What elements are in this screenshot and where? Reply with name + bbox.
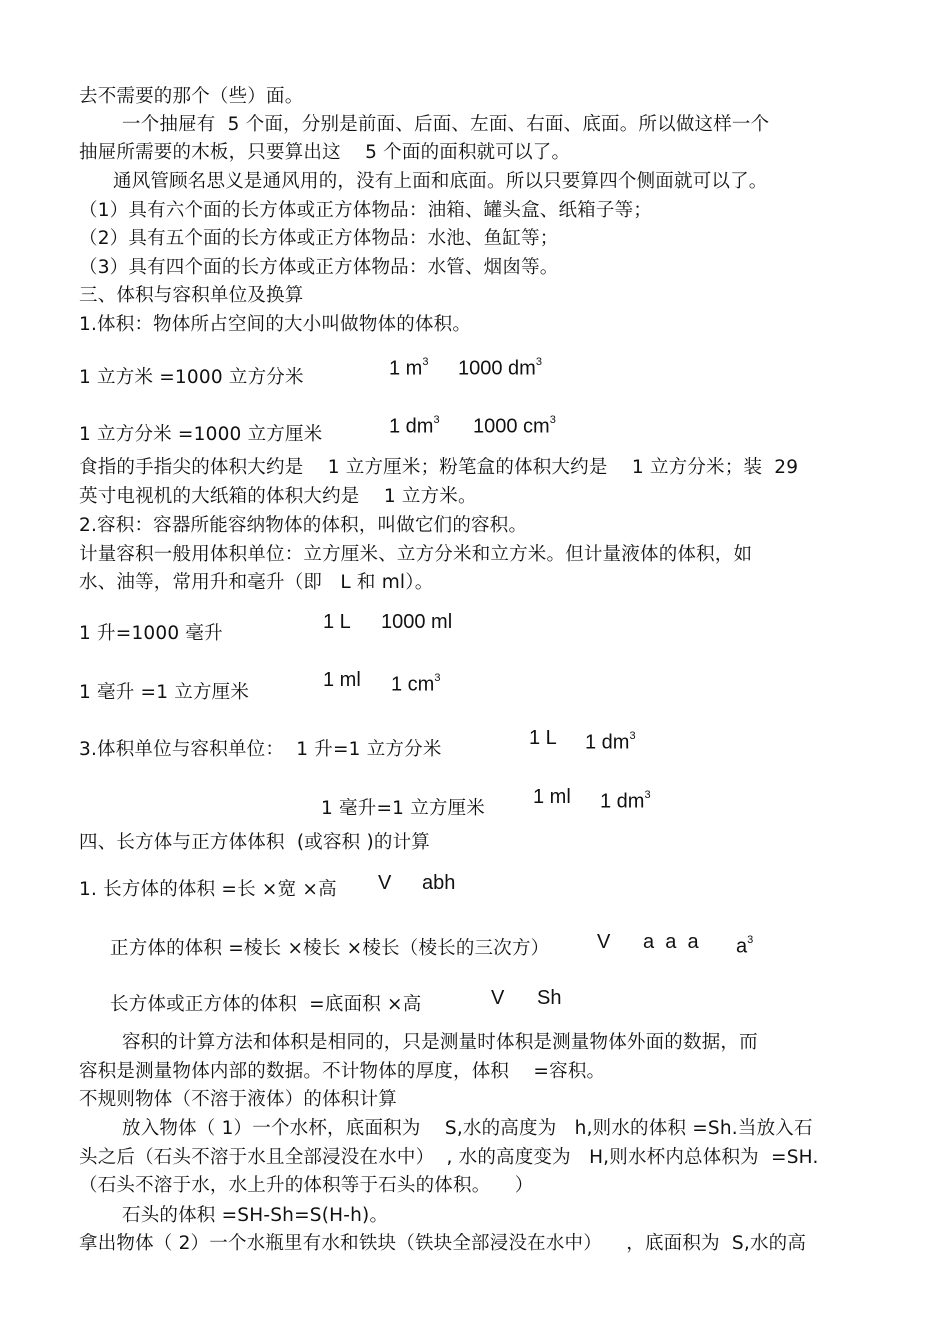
exponent: 3 bbox=[644, 789, 651, 801]
exponent: 3 bbox=[549, 414, 556, 426]
formula bbox=[643, 930, 699, 954]
list-item: （1）具有六个面的长方体或正方体物品：油箱、罐头盒、纸箱子等； bbox=[79, 200, 652, 221]
formula-term: 1 L bbox=[323, 611, 351, 633]
formula-term: 1 L bbox=[529, 727, 557, 749]
exponent: 3 bbox=[629, 730, 636, 742]
text-line: 头之后（石头不溶于水且全部浸没在水中） , 水的高度变为 H,则水杯内总体积为 =SH. bbox=[79, 1147, 819, 1168]
formula bbox=[323, 610, 351, 634]
formula bbox=[533, 785, 571, 809]
formula-term: Sh bbox=[537, 987, 562, 1009]
text-line: 容积是测量物体内部的数据。不计物体的厚度，体积 =容积。 bbox=[79, 1061, 606, 1082]
text-line: 去不需要的那个（些）面。 bbox=[79, 86, 304, 107]
formula bbox=[458, 352, 542, 381]
formula-term: 1 cm bbox=[391, 673, 435, 696]
text-line: 通风管顾名思义是通风用的，没有上面和底面。所以只要算四个侧面就可以了。 bbox=[113, 171, 768, 192]
formula-term: abh bbox=[422, 872, 456, 894]
formula-term: 1 dm bbox=[585, 731, 630, 754]
section-heading: 三、体积与容积单位及换算 bbox=[79, 285, 304, 306]
formula-term: a bbox=[736, 935, 748, 958]
conversion-text: 1 立方分米 =1000 立方厘米 bbox=[79, 424, 323, 445]
text-line: 容积的计算方法和体积是相同的，只是测量时体积是测量物体外面的数据，而 bbox=[122, 1032, 758, 1053]
section-heading: 四、长方体与正方体体积 (或容积 )的计算 bbox=[79, 832, 430, 853]
formula bbox=[597, 930, 610, 954]
text-line: 抽屉所需要的木板，只要算出这 5 个面的面积就可以了。 bbox=[79, 142, 571, 163]
exponent: 3 bbox=[434, 672, 441, 684]
text-line: 放入物体（ 1）一个水杯，底面积为 S,水的高度为 h,则水的体积 =Sh.当放入石 bbox=[122, 1118, 813, 1139]
conversion-text: 1 毫升=1 立方厘米 bbox=[321, 798, 486, 819]
formula-term: 1 dm bbox=[600, 790, 645, 813]
formula-term: 1 m bbox=[389, 357, 423, 380]
formula-term: V bbox=[491, 987, 505, 1009]
formula-term: V bbox=[378, 872, 392, 894]
conversion-text: 1 升=1000 毫升 bbox=[79, 623, 223, 644]
text-line: 食指的手指尖的体积大约是 1 立方厘米；粉笔盒的体积大约是 1 立方分米；装 29 bbox=[79, 457, 799, 478]
formula bbox=[491, 986, 504, 1010]
formula-term: 1000 ml bbox=[381, 611, 453, 633]
formula bbox=[381, 610, 452, 634]
exponent: 3 bbox=[747, 934, 754, 946]
formula-term: V bbox=[597, 931, 611, 953]
text-line: 英寸电视机的大纸箱的体积大约是 1 立方米。 bbox=[79, 486, 477, 507]
formula-text: 1. 长方体的体积 =长 ×宽 ×高 bbox=[79, 879, 337, 900]
text-line: 拿出物体（ 2）一个水瓶里有水和铁块（铁块全部浸没在水中） ，底面积为 S,水的高 bbox=[79, 1233, 807, 1254]
formula-term: 1 ml bbox=[533, 786, 571, 808]
exponent: 3 bbox=[422, 356, 429, 368]
formula bbox=[391, 668, 440, 697]
conversion-text: 3.体积单位与容积单位： 1 升=1 立方分米 bbox=[79, 739, 442, 760]
formula bbox=[600, 785, 651, 814]
text-line: （石头不溶于水，水上升的体积等于石头的体积。 ） bbox=[79, 1175, 534, 1196]
text-line: 2.容积：容器所能容纳物体的体积，叫做它们的容积。 bbox=[79, 515, 528, 536]
formula-term: 1000 dm bbox=[458, 357, 536, 380]
formula bbox=[378, 871, 391, 895]
formula-text: 正方体的体积 =棱长 ×棱长 ×棱长（棱长的三次方） bbox=[110, 938, 550, 959]
exponent: 3 bbox=[535, 356, 542, 368]
formula bbox=[389, 352, 428, 381]
conversion-text: 1 立方米 =1000 立方分米 bbox=[79, 367, 304, 388]
text-line: 石头的体积 =SH-Sh=S(H-h)。 bbox=[122, 1205, 389, 1226]
list-item: （2）具有五个面的长方体或正方体物品：水池、鱼缸等； bbox=[79, 228, 559, 249]
text-line: 1.体积：物体所占空间的大小叫做物体的体积。 bbox=[79, 314, 472, 335]
formula-term: 1 dm bbox=[389, 415, 434, 438]
exponent: 3 bbox=[433, 414, 440, 426]
section-heading: 不规则物体（不溶于液体）的体积计算 bbox=[79, 1089, 397, 1110]
formula bbox=[389, 410, 440, 439]
text-line: 水、油等，常用升和毫升（即 L 和 ml）。 bbox=[79, 572, 434, 593]
conversion-text: 1 毫升 =1 立方厘米 bbox=[79, 682, 250, 703]
text-line: 一个抽屉有 5 个面，分别是前面、后面、左面、右面、底面。所以做这样一个 bbox=[122, 114, 770, 135]
formula-term: 1 ml bbox=[323, 669, 361, 691]
formula bbox=[585, 726, 636, 755]
formula-term: 1000 cm bbox=[473, 415, 550, 438]
formula bbox=[422, 871, 455, 895]
formula bbox=[323, 668, 361, 692]
formula bbox=[473, 410, 556, 439]
list-item: （3）具有四个面的长方体或正方体物品：水管、烟囱等。 bbox=[79, 257, 559, 278]
formula bbox=[537, 986, 561, 1010]
formula bbox=[736, 930, 753, 959]
formula-text: 长方体或正方体的体积 =底面积 ×高 bbox=[110, 994, 422, 1015]
formula bbox=[529, 726, 557, 750]
text-line: 计量容积一般用体积单位：立方厘米、立方分米和立方米。但计量液体的体积，如 bbox=[79, 544, 753, 565]
formula-term: a a a bbox=[643, 931, 699, 953]
